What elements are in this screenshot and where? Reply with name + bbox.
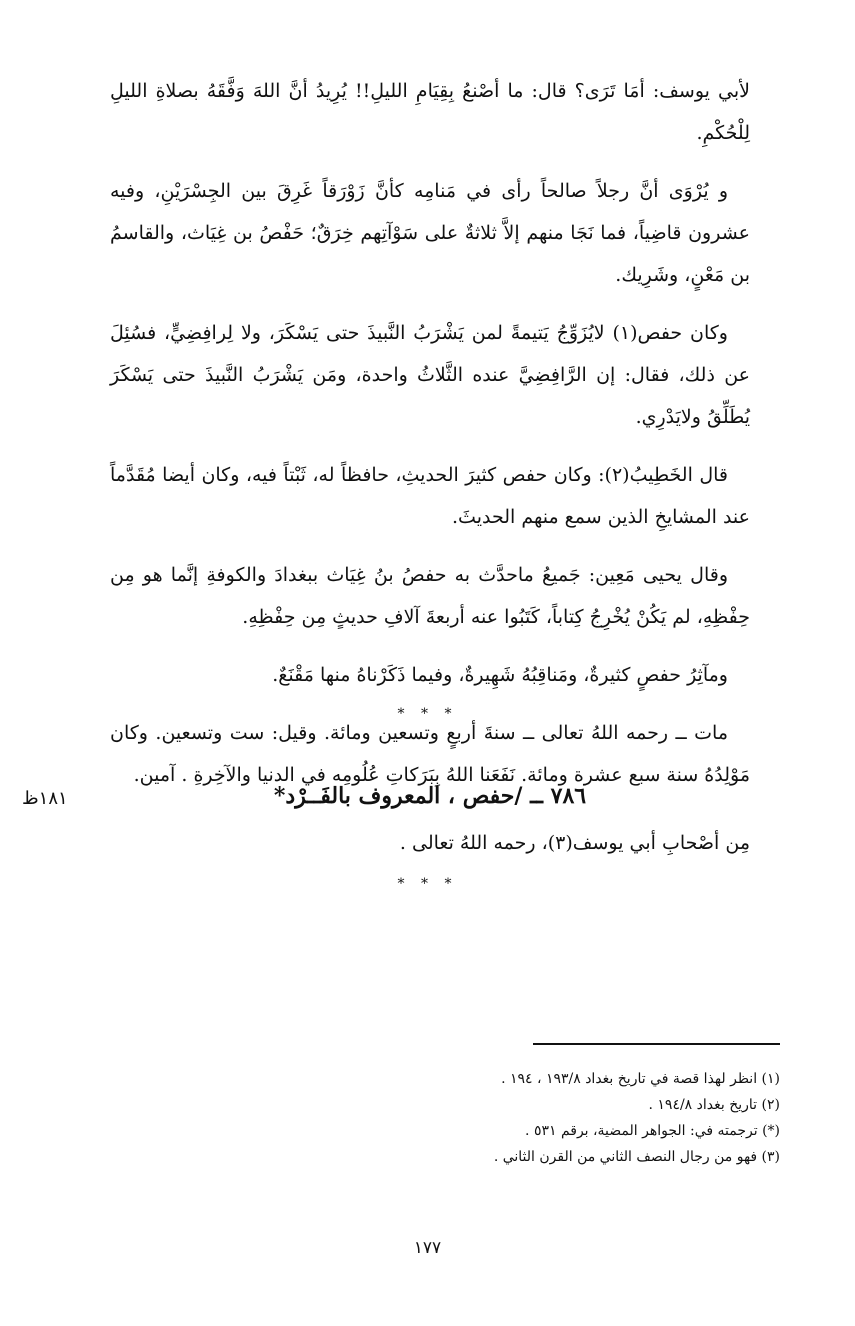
footnote-rule <box>533 1043 780 1045</box>
page-number: ١٧٧ <box>413 1238 442 1258</box>
paragraph-7: مات ــ رحمه اللهُ تعالى ــ سنةَ أربعٍ وتسعين ومائة. وقيل: ست وتسعين. وكان مَوْلِدُهُ سنة سبع عشرة ومائة. نَفَعَنا اللهُ بِبَرَكاتِ عُلُومِه في الدنيا والآخِرةِ . آمين. <box>110 722 750 786</box>
footnotes <box>200 1066 780 1170</box>
footnote-1: (١) انظر لهذا قصة في تاريخ بغداد ١٩٣/٨ ، ١٩٤ . <box>501 1071 780 1087</box>
main-text <box>110 70 750 812</box>
footnote-star: (*) ترجمته في: الجواهر المضية، برقم ٥٣١ . <box>525 1123 780 1139</box>
paragraph-5: وقال يحيى مَعِين: جَميعُ ماحدَّث به حفصُ بنُ غِيَاث ببغدادَ والكوفةِ إنَّما هو مِن حِفْظِهِ، لم يَكُنْ يُخْرِجُ كِتاباً، كَتَبُوا عنه أربعةَ آلافِ حديثٍ مِن حِفْظِهِ. <box>110 564 750 628</box>
manuscript-folio-note: ١٨١ظ <box>22 788 68 809</box>
paragraph-1: لأبي يوسف: أمَا تَرَى؟ قال: ما أصْنعُ بِقِيَامِ الليلِ!! يُرِيدُ أنَّ اللهَ وَفَّقَهُ بصلاةِ الليلِ لِلْحُكْمِ. <box>110 80 750 144</box>
entry-heading: ٧٨٦ ــ /حفص ، المعروف بالفَــرْد* <box>273 783 587 809</box>
paragraph-4: قال الخَطِيبُ(٢): وكان حفص كثيرَ الحديثِ، حافظاً له، ثَبْتاً فيه، وكان أيضا مُقَدَّماً عند المشايخِ الذين سمع منهم الحديثَ. <box>110 464 750 528</box>
paragraph-2: و يُرْوَى أنَّ رجلاً صالحاً رأى في مَنامِه كأنَّ زَوْرَقاً غَرِقَ بين الجِسْرَيْنِ، وفيه عشرون قاضِياً، فما نَجَا منهم إلاَّ ثلاثةٌ على سَوْآتِهم خِرَقٌ؛ حَفْصُ بن غِيَاث، والقاسمُ بن مَعْنٍ، وشَرِيك. <box>110 180 750 286</box>
section-separator-2: * * * <box>397 876 458 892</box>
section-separator: * * * <box>397 706 458 722</box>
footnote-3: (٣) فهو من رجال النصف الثاني من القرن الثاني . <box>493 1149 780 1165</box>
entry-text: مِن أصْحابِ أبي يوسف(٣)، رحمه اللهُ تعالى . <box>399 832 750 854</box>
footnote-2: (٢) تاريخ بغداد ١٩٤/٨ . <box>648 1097 780 1113</box>
paragraph-6: ومآثِرُ حفصٍ كثيرةٌ، ومَناقِبُهُ شَهِيرةٌ، وفيما ذَكَرْناهُ منها مَقْنَعٌ. <box>272 664 728 686</box>
paragraph-3: وكان حفص(١) لايُزَوِّجُ يَتيمةً لمن يَشْرَبُ النَّبيذَ حتى يَسْكَرَ، ولا لِرافِضِيٍّ، فسُئِلَ عن ذلك، فقال: إن الرَّافِضِيَّ عنده الثَّلاثُ واحدة، ومَن يَشْرَبُ النَّبيذَ حتى يَسْكَرَ يُطَلِّقُ ولايَدْرِي. <box>110 322 750 428</box>
